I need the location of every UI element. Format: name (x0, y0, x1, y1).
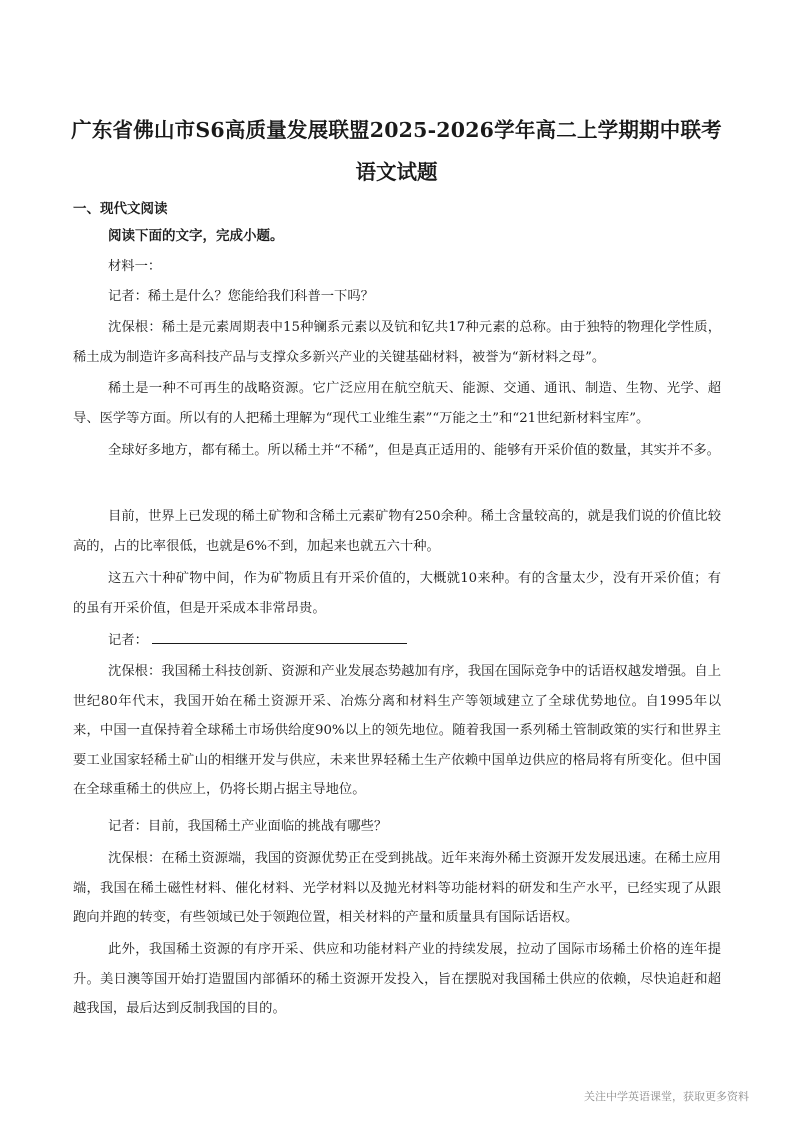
question-blank-paragraph (73, 626, 721, 656)
answer-blank (152, 631, 407, 644)
material-label: 材料一： (108, 259, 162, 274)
paragraph: 沈保根：我国稀土科技创新、资源和产业发展态势越加有序，我国在国际竞争中的话语权越发增强。自上世纪80年代末，我国开始在稀土资源开采、冶炼分离和材料生产等领域建立了全球优势地位。自1995年以来，中国一直保持着全球稀土市场供给度90%以上的领先地位。随着我国一系列稀土管制政策的实行和世界主要工业国家轻稀土矿山的相继开发与供应，未来世界轻稀土生产依赖中国单边供应的格局将有所变化。但中国在全球重稀土的供应上，仍将长期占据主导地位。 (73, 664, 721, 798)
paragraph: 这五六十种矿物中间，作为矿物质且有开采价值的，大概就10来种。有的含量太少，没有开采价值；有的虽有开采价值，但是开采成本非常昂贵。 (73, 571, 721, 616)
paragraph: 此外，我国稀土资源的有序开采、供应和功能材料产业的持续发展，拉动了国际市场稀土价格的连年提升。美日澳等国开始打造盟国内部循环的稀土资源开发投入，旨在摆脱对我国稀土供应的依赖，尽快追赶和超越我国，最后达到反制我国的目的。 (73, 942, 721, 1017)
paragraph: 记者：目前，我国稀土产业面临的挑战有哪些？ (108, 819, 388, 834)
paragraph: 沈保根：在稀土资源端，我国的资源优势正在受到挑战。近年来海外稀土资源开发发展迅速。在稀土应用端，我国在稀土磁性材料、催化材料、光学材料以及抛光材料等功能材料的研发和生产水平，已经实现了从跟跑向并跑的转变，有些领域已处于领跑位置，相关材料的产量和质量具有国际话语权。 (73, 851, 721, 926)
document-subtitle: 语文试题 (355, 160, 438, 184)
document-title: 广东省佛山市S6高质量发展联盟2025-2026学年高二上学期期中联考 (71, 118, 722, 142)
speaker-label: 记者： (108, 633, 148, 648)
paragraph: 沈保根：稀土是元素周期表中15种镧系元素以及钪和钇共17种元素的总称。由于独特的物理化学性质，稀土成为制造许多高科技产品与支撑众多新兴产业的关键基础材料，被誉为“新材料之母”。 (73, 320, 721, 365)
section-heading: 一、现代文阅读 (73, 201, 168, 217)
footer-note: 关注中学英语课堂，获取更多资料 (584, 1090, 749, 1103)
section-instruction: 阅读下面的文字，完成小题。 (108, 228, 284, 244)
paragraph: 全球好多地方，都有稀土。所以稀土并“不稀”，但是真正适用的、能够有开采价值的数量，其实并不多。 (108, 443, 720, 458)
paragraph: 目前，世界上已发现的稀土矿物和含稀土元素矿物有250余种。稀土含量较高的，就是我们说的价值比较高的，占的比率很低，也就是6%不到，加起来也就五六十种。 (73, 509, 721, 554)
paragraph: 记者：稀土是什么？您能给我们科普一下吗？ (108, 289, 374, 304)
paragraph: 稀土是一种不可再生的战略资源。它广泛应用在航空航天、能源、交通、通讯、制造、生物、光学、超导、医学等方面。所以有的人把稀土理解为“现代工业维生素”“万能之土”和“21世纪新材料宝库”。 (73, 381, 721, 426)
